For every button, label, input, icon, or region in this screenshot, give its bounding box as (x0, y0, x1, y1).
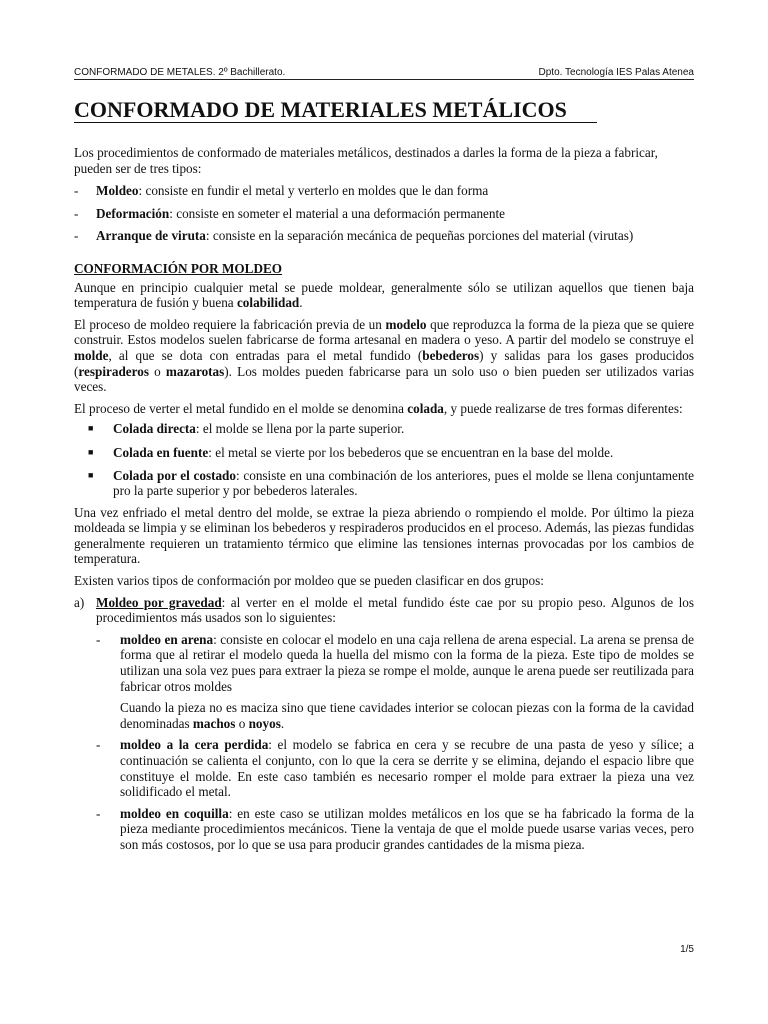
list-marker: - (96, 805, 101, 821)
procedure-item-coquilla (74, 806, 694, 853)
description: : en este caso se utilizan moldes metálicos en los que se ha fabricado la forma de la pieza mediante procedimientos mecánicos. Tiene la ventaja de que el molde puede usarse varias veces, pero son más costosos, por lo que se usa para producir grandes cantidades de la misma pieza. (120, 805, 694, 852)
list-marker: - (74, 228, 79, 244)
description: : consiste en la separación mecánica de pequeñas porciones del material (virutas) (205, 228, 634, 244)
colada-item-fuente (74, 445, 694, 461)
procedure-item-cera (74, 737, 694, 799)
description: : consiste en colocar el modelo en una caja rellena de arena especial. La arena se prensa de forma que al retirar el modelo queda la huella del mismo con la forma de la pieza. Este tipo de moldes se utilizan una sola vez pues para extraer la pieza se rompe el molde, aunque le arena puede ser reutilizada para fabricar otros moldes (120, 631, 694, 694)
header-right: Dpto. Tecnología IES Palas Atenea (538, 67, 694, 78)
type-item-arranque (74, 228, 694, 244)
description: : al verter en el molde el metal fundido éste cae por su propio peso. Algunos de los procedimientos más usados son lo siguientes: (96, 594, 694, 626)
section-heading: CONFORMACIÓN POR MOLDEO (74, 260, 283, 276)
term: moldeo a la cera perdida (120, 737, 269, 753)
term: moldeo en arena (120, 631, 214, 647)
description: : el molde se llena por la parte superior. (195, 421, 405, 437)
running-header (74, 67, 694, 80)
paragraph-machos: Cuando la pieza no es maciza sino que tiene cavidades interior se colocan piezas con la forma de la cavidad denominadas machos o noyos. (120, 700, 694, 731)
description: : consiste en una combinación de los anteriores, pues el molde se llena conjuntamente pro la parte superior y por bebederos laterales. (113, 467, 695, 499)
paragraph-enfriado: Una vez enfriado el metal dentro del molde, se extrae la pieza abriendo o rompiendo el molde. Por último la pieza moldeada se limpia y se eliminan los bebederos y respiraderos producidos en el proceso. Además, las piezas fundidas generalmente requieren un tratamiento térmico que elimine las tensiones internas provocadas por los cambios de temperatura. (74, 504, 694, 567)
term: Colada directa (113, 421, 196, 437)
list-marker: - (74, 205, 79, 221)
group-a-item (74, 595, 694, 626)
description: : el metal se vierte por los bebederos que se encuentran en la base del molde. (208, 444, 614, 460)
term: Moldeo (96, 183, 139, 199)
paragraph-modelo: El proceso de moldeo requiere la fabricación previa de un modelo que reproduzca la forma de la pieza que se quiere construir. Estos modelos suelen fabricarse de forma artesanal en madera o yeso. A partir del modelo se construye el molde, al que se dota con entradas para el metal fundido (bebederos) y salidas para los gases producidos (respiraderos o mazarotas). Los moldes pueden fabricarse para un solo uso o bien pueden ser utilizados varias veces. (74, 316, 695, 395)
paragraph-grupos: Existen varios tipos de conformación por moldeo que se pueden clasificar en dos grupos: (74, 573, 544, 589)
page-number: 1/5 (680, 944, 694, 955)
bullet-square: ■ (88, 446, 94, 457)
description: : consiste en someter el material a una deformación permanente (169, 205, 506, 221)
bullet-square: ■ (88, 469, 94, 480)
colada-item-directa (74, 421, 694, 437)
list-marker: - (74, 183, 79, 199)
document-body (74, 98, 694, 853)
paragraph-colada: El proceso de verter el metal fundido en el molde se denomina colada, y puede realizarse de tres formas diferentes: (74, 400, 683, 416)
type-item-deformacion (74, 206, 694, 222)
colada-item-costado (74, 468, 694, 499)
term: Colada por el costado (113, 467, 236, 483)
header-left: CONFORMADO DE METALES. 2º Bachillerato. (74, 67, 286, 78)
intro-paragraph: Los procedimientos de conformado de materiales metálicos, destinados a darles la forma de la pieza a fabricar, pueden ser de tres tipos: (74, 145, 658, 176)
procedure-item-arena (74, 632, 694, 694)
type-item-moldeo (74, 183, 694, 199)
term: moldeo en coquilla (120, 805, 229, 821)
term: Colada en fuente (113, 444, 209, 460)
bullet-square: ■ (88, 423, 94, 434)
term: Moldeo por gravedad (96, 594, 222, 610)
list-marker: - (96, 737, 101, 753)
list-marker: a) (74, 594, 85, 610)
description: : el modelo se fabrica en cera y se recubre de una pasta de yeso y sílice; a continuación se calienta el conjunto, con lo que la cera se derrite y se elimina, dejando el espacio libre que constituye el molde. En este caso también es necesario romper el molde para extraer la pieza una vez solidificado el metal. (120, 737, 694, 800)
description: : consiste en fundir el metal y verterlo en moldes que le dan forma (138, 183, 489, 199)
list-marker: - (96, 631, 101, 647)
term: Arranque de viruta (96, 228, 206, 244)
paragraph-colabilidad: Aunque en principio cualquier metal se puede moldear, generalmente sólo se utilizan aquellos que tienen baja temperatura de fusión y buena colabilidad. (74, 279, 694, 311)
page-title: CONFORMADO DE MATERIALES METÁLICOS (74, 98, 597, 123)
term: Deformación (96, 205, 170, 221)
